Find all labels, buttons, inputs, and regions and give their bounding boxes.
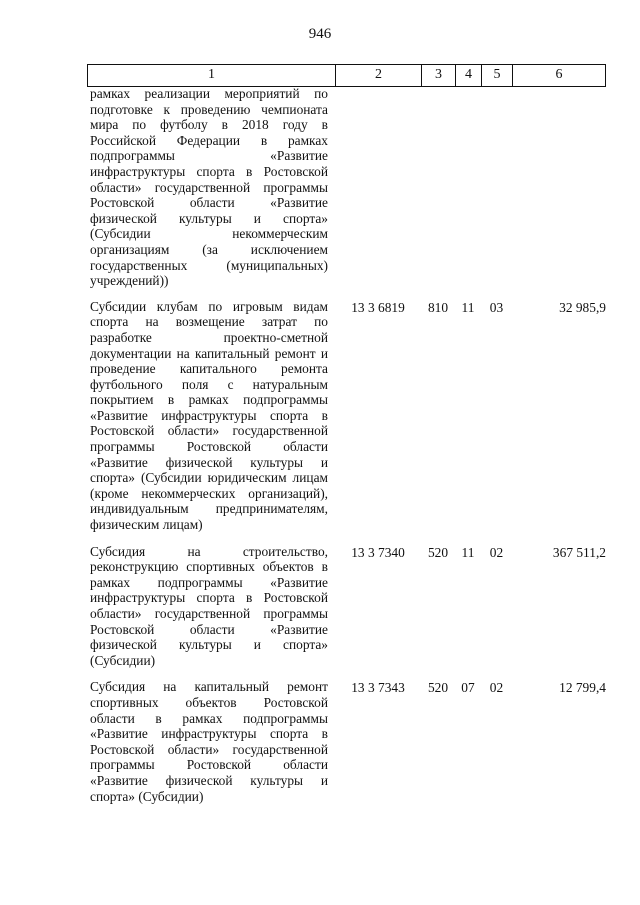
row-name: рамках реализации мероприятий по подготовке к проведению чемпионата мира по футболу в 2018 году в Российской Федерации в рамках подпрограммы «Развитие инфраструктуры спорта в Ростовской области» государственной программы Ростовской области «Развитие физической культуры и спорта» (Субсидии некоммерческим организациям (за исключением государственных (муниципальных) учреждений)): [90, 86, 328, 289]
page-number: 946: [308, 26, 332, 42]
column-header-2: 2: [335, 65, 421, 86]
row-amount: [512, 86, 606, 289]
row-col3: 520: [427, 680, 449, 696]
row-col3: [421, 86, 455, 289]
column-header-1: 1: [87, 65, 335, 86]
row-amount: 32 985,9: [559, 299, 606, 315]
table-row: [87, 544, 606, 669]
table-header: [87, 64, 606, 87]
row-col5: 02: [489, 544, 504, 560]
row-name: Субсидия на капитальный ремонт спортивных объектов Ростовской области в рамках подпрограммы «Развитие инфраструктуры спорта в Ростовской области» государственной программы Ростовской области «Развитие физической культуры и спорта» (Субсидии): [90, 679, 328, 804]
row-code: 13 3 7343: [351, 680, 405, 696]
column-header-5: 5: [481, 65, 512, 86]
row-col4: 11: [461, 544, 475, 560]
row-amount: 367 511,2: [552, 544, 606, 560]
row-col5: 03: [489, 299, 504, 315]
row-name: Субсидия на строительство, реконструкцию спортивных объектов в рамках подпрограммы «Развитие инфраструктуры спорта в Ростовской области» государственной программы Ростовской области «Развитие физической культуры и спорта» (Субсидии): [90, 543, 328, 668]
row-col4: 11: [461, 299, 475, 315]
row-col3: 520: [427, 544, 449, 560]
row-col5: [481, 86, 512, 289]
table-row: [87, 679, 606, 804]
row-name: Субсидии клубам по игровым видам спорта на возмещение затрат по разработке проектно-сметной документации на капитальный ремонт и проведение капитального ремонта футбольного поля с натуральным покрытием в рамках подпрограммы «Развитие инфраструктуры спорта в Ростовской области» государственной программы Ростовской области «Развитие физической культуры и спорта» (Субсидии юридическим лицам (кроме некоммерческих организаций), индивидуальным предпринимателям, физическим лицам): [90, 298, 328, 533]
table-row: [87, 86, 606, 289]
row-col4: [455, 86, 481, 289]
table-row: [87, 299, 606, 533]
column-header-3: 3: [421, 65, 455, 86]
row-col4: 07: [461, 680, 475, 696]
row-code: 13 3 7340: [351, 544, 405, 560]
column-header-4: 4: [455, 65, 481, 86]
row-amount: 12 799,4: [559, 680, 606, 696]
row-col5: 02: [489, 680, 504, 696]
column-header-6: 6: [512, 65, 606, 86]
row-code: [335, 86, 421, 289]
table-body: [87, 86, 606, 804]
row-col3: 810: [427, 299, 449, 315]
row-code: 13 3 6819: [351, 299, 405, 315]
